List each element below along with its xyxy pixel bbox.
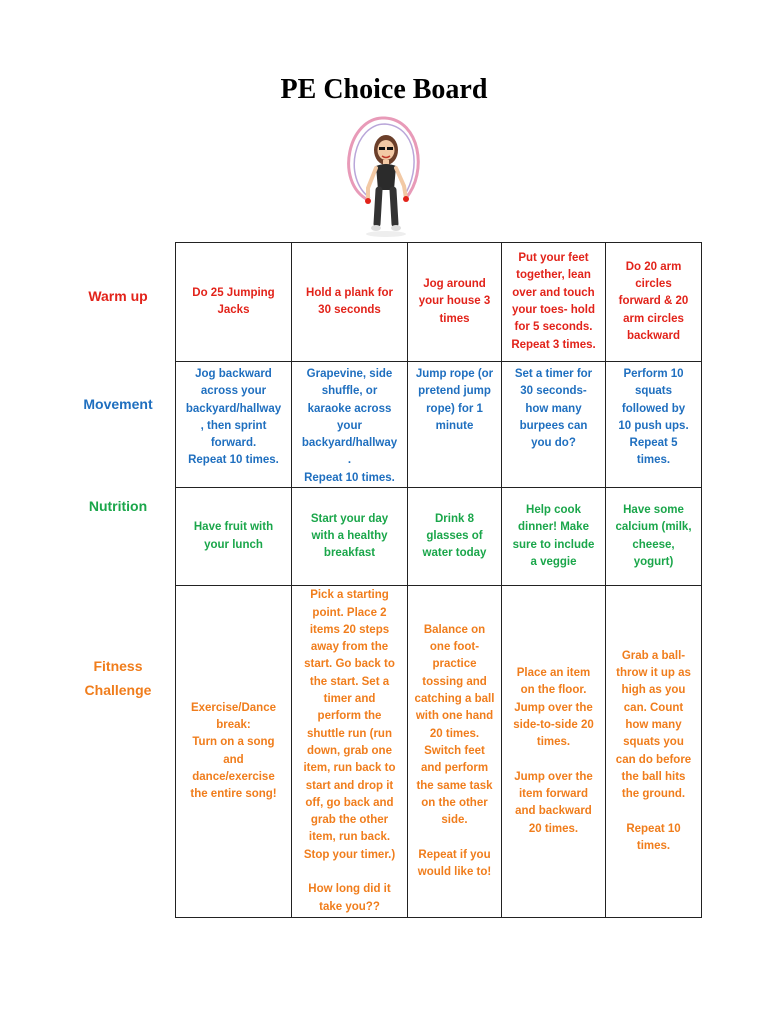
row-label-movement: Movement [83,396,153,412]
board-cell: Jog backward across your backyard/hallway , then sprint forward. Repeat 10 times. [176,362,292,488]
table-row [176,362,702,488]
board-cell: Have fruit with your lunch [176,488,292,586]
board-cell: Start your day with a healthy breakfast [292,488,408,586]
page-title: PE Choice Board [280,74,488,105]
board-cell: Place an item on the floor. Jump over the side-to-side 20 times. Jump over the item forward and backward 20 times. [502,586,606,918]
board-cell: Jump rope (or pretend jump rope) for 1 minute [408,362,502,488]
board-cell: Jog around your house 3 times [408,243,502,362]
row-label-warm-up: Warm up [88,288,148,304]
board-cell: Have some calcium (milk, cheese, yogurt) [606,488,702,586]
board-cell: Balance on one foot- practice tossing and catching a ball with one hand 20 times. Switch feet and perform the same task on the other side. Repeat if you would like to! [408,586,502,918]
table-row [176,586,702,918]
jump-rope-avatar-icon [330,112,440,242]
board-cell: Do 20 arm circles forward & 20 arm circles backward [606,243,702,362]
board-cell: Exercise/Dance break: Turn on a song and dance/exercise the entire song! [176,586,292,918]
board-cell: Grapevine, side shuffle, or karaoke across your backyard/hallway . Repeat 10 times. [292,362,408,488]
table-row [176,488,702,586]
row-label-fitness-challenge: Fitness Challenge [84,658,152,698]
table-row [176,243,702,362]
choice-board-table [175,242,702,918]
board-cell: Put your feet together, lean over and touch your toes- hold for 5 seconds. Repeat 3 times. [502,243,606,362]
board-cell: Grab a ball- throw it up as high as you can. Count how many squats you can do before the ball hits the ground. Repeat 10 times. [606,586,702,918]
board-cell: Hold a plank for 30 seconds [292,243,408,362]
row-label-nutrition: Nutrition [88,498,148,514]
board-cell: Drink 8 glasses of water today [408,488,502,586]
board-cell: Perform 10 squats followed by 10 push ups. Repeat 5 times. [606,362,702,488]
board-cell: Set a timer for 30 seconds- how many burpees can you do? [502,362,606,488]
board-cell: Help cook dinner! Make sure to include a veggie [502,488,606,586]
board-cell: Pick a starting point. Place 2 items 20 steps away from the start. Go back to the start. Set a timer and perform the shuttle run (run down, grab one item, run back to start and drop it off, go back and grab the other item, run back. Stop your timer.) How long did it take you?? [292,586,408,918]
board-cell: Do 25 Jumping Jacks [176,243,292,362]
